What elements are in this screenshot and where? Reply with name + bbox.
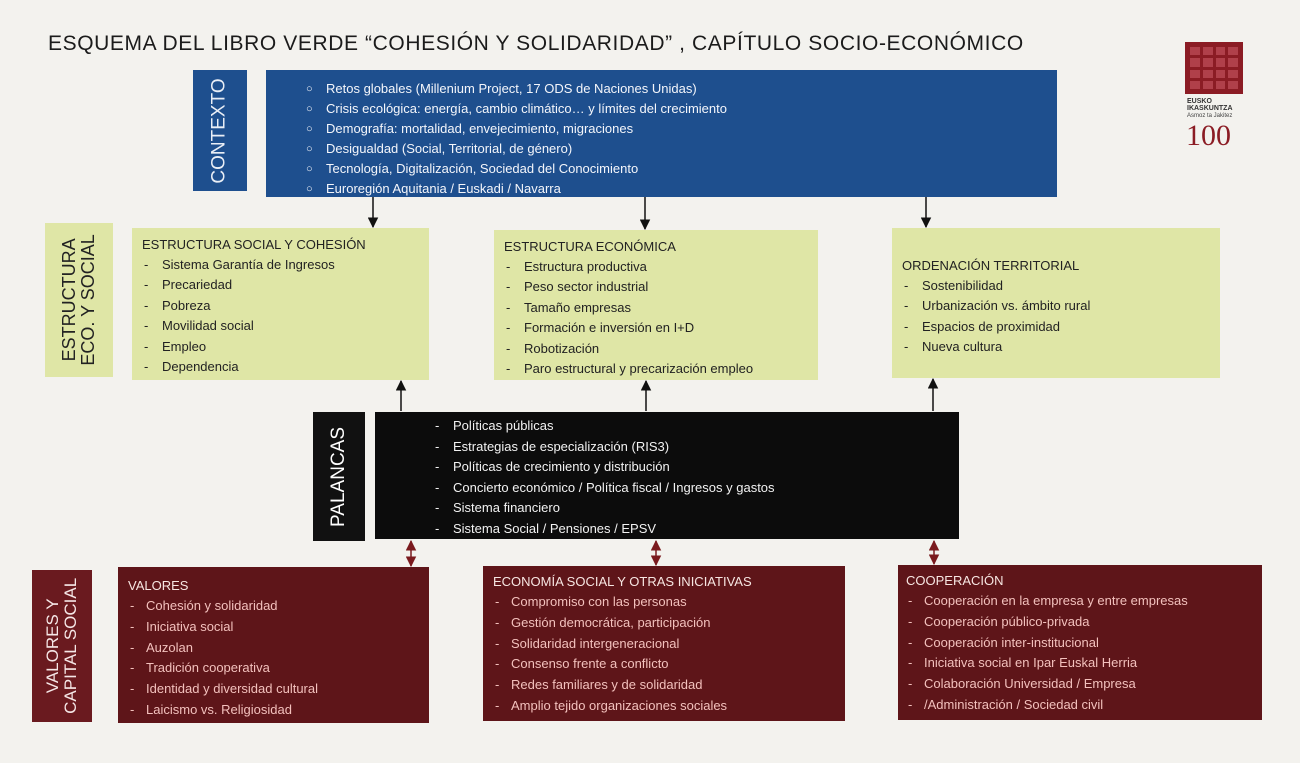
list-item: - Pobreza [142, 296, 429, 316]
list-item: - Gestión democrática, participación [493, 613, 845, 634]
list-item: ○ Tecnología, Digitalización, Sociedad del Conocimiento [326, 159, 1057, 179]
list-item: - Redes familiares y de solidaridad [493, 675, 845, 696]
contexto-box [266, 70, 1057, 197]
palancas-box [375, 412, 959, 539]
list-item: - Cooperación inter-institucional [906, 633, 1262, 654]
list-item: - Políticas de crecimiento y distribución [433, 457, 959, 478]
list-item: - Cooperación público-privada [906, 612, 1262, 633]
list-item: ○ Retos globales (Millenium Project, 17 ODS de Naciones Unidas) [326, 79, 1057, 99]
list-item: - Precariedad [142, 275, 429, 295]
list-item: - Peso sector industrial [504, 277, 818, 297]
list-item: - Sistema financiero [433, 498, 959, 519]
list-item: - Laicismo vs. Religiosidad [128, 700, 429, 721]
estructura-label [45, 223, 113, 377]
estructura-social-box [132, 228, 429, 380]
contexto-label-text: CONTEXTO [209, 77, 231, 184]
list-item: - Espacios de proximidad [902, 317, 1220, 337]
list-item: ○ Desigualdad (Social, Territorial, de género) [326, 139, 1057, 159]
palancas-label [313, 412, 365, 541]
list-item: - Estructura productiva [504, 257, 818, 277]
list-item: - Empleo [142, 337, 429, 357]
list-item: - Sistema Garantía de Ingresos [142, 255, 429, 275]
list-item: - Sistema Social / Pensiones / EPSV [433, 519, 959, 540]
page-title: ESQUEMA DEL LIBRO VERDE “COHESIÓN Y SOLIDARIDAD” , CAPÍTULO SOCIO-ECONÓMICO [48, 32, 1024, 55]
box-title: ESTRUCTURA SOCIAL Y COHESIÓN [142, 237, 366, 252]
list-item: - Urbanización vs. ámbito rural [902, 296, 1220, 316]
list-item: - Consenso frente a conflicto [493, 654, 845, 675]
list-item: - Colaboración Universidad / Empresa [906, 674, 1262, 695]
palancas-label-text: PALANCAS [328, 426, 350, 527]
estructura-label-line1: ESTRUCTURA [59, 238, 80, 362]
list-item: - Tamaño empresas [504, 298, 818, 318]
list-item: - Solidaridad intergeneracional [493, 634, 845, 655]
list-item: - Auzolan [128, 638, 429, 659]
list-item: - Nueva cultura [902, 337, 1220, 357]
list-item: - Amplio tejido organizaciones sociales [493, 696, 845, 717]
list-item: - Identidad y diversidad cultural [128, 679, 429, 700]
valores-label-line1: VALORES Y [43, 598, 63, 694]
list-item: - Iniciativa social [128, 617, 429, 638]
list-item: - Dependencia [142, 357, 429, 377]
list-item: - /Administración / Sociedad civil [906, 695, 1262, 716]
list-item: - Paro estructural y precarización empleo [504, 359, 818, 379]
estructura-economica-box [494, 230, 818, 380]
list-item: ○ Demografía: mortalidad, envejecimiento, migraciones [326, 119, 1057, 139]
list-item: - Formación e inversión en I+D [504, 318, 818, 338]
list-item: - Cohesión y solidaridad [128, 596, 429, 617]
list-item: - Robotización [504, 339, 818, 359]
valores-box [118, 567, 429, 723]
valores-label-line2: CAPITAL SOCIAL [61, 577, 81, 715]
list-item: - Compromiso con las personas [493, 592, 845, 613]
box-title: COOPERACIÓN [906, 573, 1004, 588]
valores-label [32, 570, 92, 722]
list-item: ○ Crisis ecológica: energía, cambio climático… y límites del crecimiento [326, 99, 1057, 119]
list-item: - Iniciativa social en Ipar Euskal Herria [906, 653, 1262, 674]
box-title: ORDENACIÓN TERRITORIAL [902, 258, 1080, 273]
cooperacion-box [898, 565, 1262, 720]
list-item: - Políticas públicas [433, 416, 959, 437]
logo-number: 100 [1186, 119, 1231, 152]
list-item: - Sostenibilidad [902, 276, 1220, 296]
ordenacion-territorial-box [892, 228, 1220, 378]
list-item: - Estrategias de especialización (RIS3) [433, 437, 959, 458]
list-item: ○ Euroregión Aquitania / Euskadi / Navarra [326, 179, 1057, 199]
box-title: VALORES [128, 578, 189, 593]
logo-org-line1: EUSKO [1187, 98, 1212, 105]
list-item: - Tradición cooperativa [128, 658, 429, 679]
list-item: - Cooperación en la empresa y entre empresas [906, 591, 1262, 612]
economia-social-box [483, 566, 845, 721]
list-item: - Movilidad social [142, 316, 429, 336]
estructura-label-line2: ECO. Y SOCIAL [78, 234, 99, 366]
box-title: ESTRUCTURA ECONÓMICA [504, 239, 676, 254]
list-item: - Concierto económico / Política fiscal / Ingresos y gastos [433, 478, 959, 499]
logo-org-line2: IKASKUNTZA [1187, 105, 1233, 112]
logo-tagline: Asmoz ta Jakitez [1187, 113, 1233, 119]
contexto-label [193, 70, 247, 191]
box-title: ECONOMÍA SOCIAL Y OTRAS INICIATIVAS [493, 574, 752, 589]
